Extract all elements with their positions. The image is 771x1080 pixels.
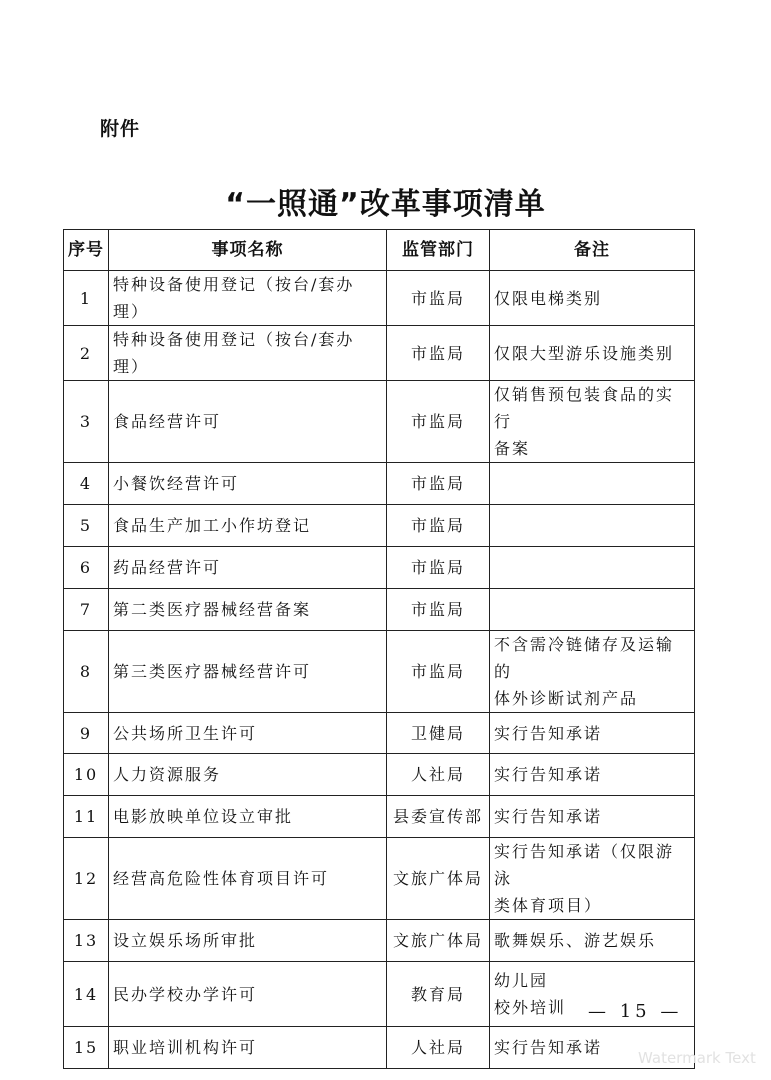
table-row (64, 589, 695, 631)
item-name: 人力资源服务 (109, 754, 387, 796)
item-name: 小餐饮经营许可 (109, 463, 387, 505)
department: 教育局 (387, 962, 490, 1027)
remark: 歌舞娱乐、游艺娱乐 (490, 920, 695, 962)
table-row (64, 796, 695, 838)
department: 市监局 (387, 547, 490, 589)
department: 人社局 (387, 1027, 490, 1069)
table-row (64, 381, 695, 463)
remark: 实行告知承诺 (490, 1027, 695, 1069)
remark: 实行告知承诺 (490, 754, 695, 796)
attachment-label: 附件 (100, 118, 141, 140)
column-header-remarks: 备注 (490, 230, 695, 271)
row-number: 1 (64, 271, 109, 326)
item-name: 职业培训机构许可 (109, 1027, 387, 1069)
table-row (64, 505, 695, 547)
remark (490, 547, 695, 589)
row-number: 7 (64, 589, 109, 631)
department: 文旅广体局 (387, 838, 490, 920)
row-number: 8 (64, 631, 109, 713)
department: 市监局 (387, 589, 490, 631)
item-name: 特种设备使用登记（按台/套办理） (109, 326, 387, 381)
column-header-item-name: 事项名称 (109, 230, 387, 271)
remark: 实行告知承诺 (490, 713, 695, 754)
row-number: 5 (64, 505, 109, 547)
page-number: — 15 — (588, 1001, 683, 1022)
remark: 仅销售预包装食品的实行 备案 (490, 381, 695, 463)
department: 市监局 (387, 505, 490, 547)
item-name: 特种设备使用登记（按台/套办理） (109, 271, 387, 326)
column-header-number: 序号 (64, 230, 109, 271)
row-number: 3 (64, 381, 109, 463)
remark: 仅限大型游乐设施类别 (490, 326, 695, 381)
department: 县委宣传部 (387, 796, 490, 838)
table-row (64, 920, 695, 962)
table-row (64, 631, 695, 713)
row-number: 14 (64, 962, 109, 1027)
item-name: 第二类医疗器械经营备案 (109, 589, 387, 631)
remark (490, 589, 695, 631)
row-number: 11 (64, 796, 109, 838)
remark: 仅限电梯类别 (490, 271, 695, 326)
item-name: 药品经营许可 (109, 547, 387, 589)
table-header-row (64, 230, 695, 271)
row-number: 10 (64, 754, 109, 796)
table-row (64, 271, 695, 326)
department: 市监局 (387, 271, 490, 326)
item-name: 公共场所卫生许可 (109, 713, 387, 754)
department: 市监局 (387, 381, 490, 463)
row-number: 9 (64, 713, 109, 754)
remark (490, 505, 695, 547)
remark: 实行告知承诺（仅限游泳 类体育项目） (490, 838, 695, 920)
table-row (64, 1027, 695, 1069)
row-number: 13 (64, 920, 109, 962)
table-row (64, 326, 695, 381)
table-row (64, 463, 695, 505)
remark: 实行告知承诺 (490, 796, 695, 838)
item-name: 民办学校办学许可 (109, 962, 387, 1027)
document-title: “一照通”改革事项清单 (225, 187, 546, 222)
item-name: 设立娱乐场所审批 (109, 920, 387, 962)
row-number: 15 (64, 1027, 109, 1069)
remark: 不含需冷链储存及运输的 体外诊断试剂产品 (490, 631, 695, 713)
watermark-text: Watermark Text (638, 1049, 756, 1067)
column-header-department: 监管部门 (387, 230, 490, 271)
item-name: 食品经营许可 (109, 381, 387, 463)
department: 市监局 (387, 631, 490, 713)
department: 卫健局 (387, 713, 490, 754)
department: 市监局 (387, 463, 490, 505)
table-row (64, 754, 695, 796)
row-number: 4 (64, 463, 109, 505)
item-name: 食品生产加工小作坊登记 (109, 505, 387, 547)
department: 人社局 (387, 754, 490, 796)
table-row (64, 838, 695, 920)
item-name: 经营高危险性体育项目许可 (109, 838, 387, 920)
table-row (64, 547, 695, 589)
remark (490, 463, 695, 505)
table-row (64, 713, 695, 754)
row-number: 6 (64, 547, 109, 589)
row-number: 2 (64, 326, 109, 381)
row-number: 12 (64, 838, 109, 920)
reform-items-table (63, 229, 695, 1069)
remark: 幼儿园 校外培训 (490, 962, 695, 1027)
item-name: 电影放映单位设立审批 (109, 796, 387, 838)
department: 市监局 (387, 326, 490, 381)
department: 文旅广体局 (387, 920, 490, 962)
item-name: 第三类医疗器械经营许可 (109, 631, 387, 713)
